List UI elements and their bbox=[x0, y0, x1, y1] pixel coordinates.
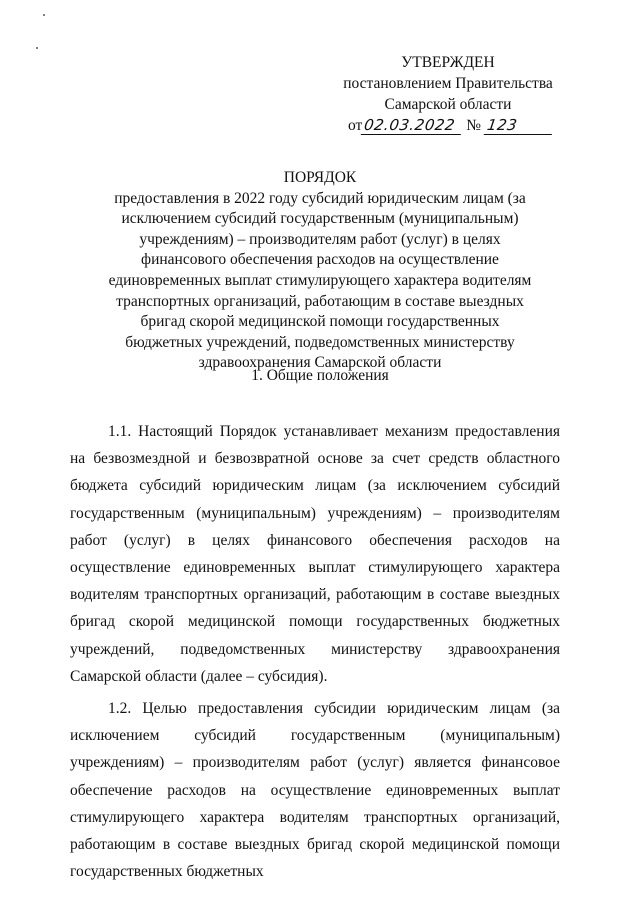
section-heading: 1. Общие положения bbox=[251, 367, 389, 384]
number-prefix: № bbox=[466, 117, 481, 134]
approval-date: 02.03.2022 bbox=[361, 117, 464, 135]
approval-stamp bbox=[330, 52, 566, 136]
title-heading: ПОРЯДОК bbox=[283, 169, 357, 186]
title-subtitle: предоставления в 2022 году субсидий юридическим лицам (за исключением субсидий государственным (муниципальным) учреждениям) – производителям работ (услуг) в целях финансового обеспечения расходов на осуществление единовременных выплат стимулирующего характера водителям транспортных организаций, работающим в составе выездных бригад скорой медицинской помощи государственных бюджетных учреждений, подведомственных министерству здравоохранения Самарской области bbox=[108, 189, 532, 372]
date-prefix: от bbox=[348, 117, 363, 134]
section-body bbox=[70, 418, 560, 890]
document-title bbox=[100, 168, 540, 374]
scan-speck bbox=[43, 14, 45, 16]
approval-region: Самарской области bbox=[384, 96, 512, 113]
scan-speck bbox=[36, 47, 38, 49]
approval-date-row bbox=[330, 115, 566, 136]
approval-number: 123 bbox=[484, 117, 555, 135]
approval-authority: постановлением Правительства bbox=[343, 75, 553, 92]
paragraph-1-1: 1.1. Настоящий Порядок устанавливает механизм предоставления на безвозмездной и безвозвратной основе за счет средств областного бюджета субсидий юридическим лицам (за исключением субсидий государственным (муниципальным) учреждениям) – производителям работ (услуг) в целях финансового обеспечения расходов на осуществление единовременных выплат стимулирующего характера водителям транспортных организаций, работающим в составе выездных бригад скорой медицинской помощи государственных бюджетных учреждений, подведомственных министерству здравоохранения Самарской области (далее – субсидия). bbox=[70, 423, 560, 685]
paragraph-1-2: 1.2. Целью предоставления субсидии юридическим лицам (за исключением субсидий государственным (муниципальным) учреждениям) – производителям работ (услуг) является финансовое обеспечение расходов на осуществление единовременных выплат стимулирующего характера водителям транспортных организаций, работающим в составе выездных бригад скорой медицинской помощи государственных бюджетных bbox=[70, 700, 560, 881]
approval-title: УТВЕРЖДЕН bbox=[401, 54, 495, 71]
